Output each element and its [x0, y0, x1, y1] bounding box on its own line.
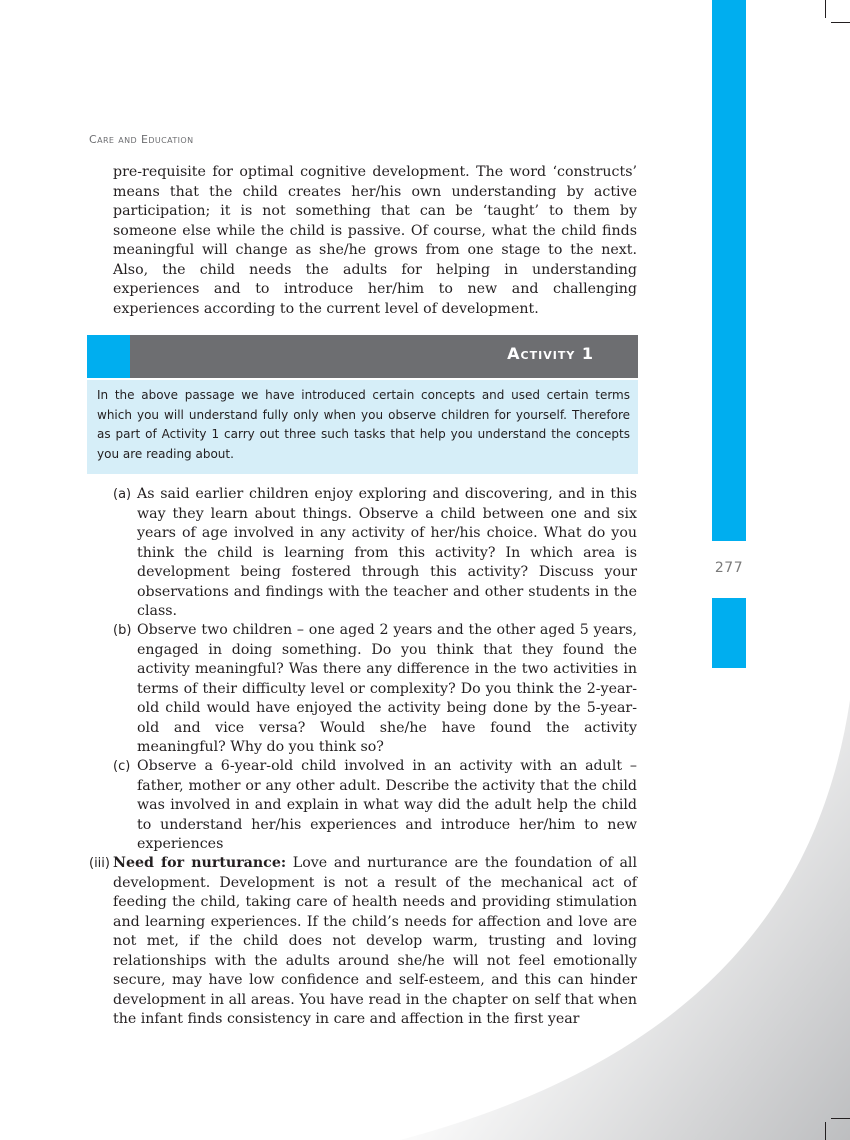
- page-number: 277: [714, 560, 744, 576]
- crop-mark-bottom-h: [831, 1118, 850, 1119]
- intro-paragraph: pre-requisite for optimal cognitive development. The word ‘constructs’ means that the child creates her/his own understanding by active participation; it is not something that can be ‘taught’ to them by someone else while the child is passive. Of course, what the child finds meaningful will change as she/he grows from one stage to the next. Also, the child needs the adults for helping in understanding experiences and to introduce her/him to new and challenging experiences according to the current level of development.: [113, 164, 637, 317]
- item-marker: (a): [113, 487, 132, 502]
- section-iii-marker: (iii): [89, 856, 110, 871]
- activity-intro-box: In the above passage we have introduced certain concepts and used certain terms which you will understand fully only when you observe children for yourself. Therefore as part of Activity 1 carry out three such tasks that help you understand the concepts you are reading about.: [87, 380, 638, 474]
- crop-mark-top-h: [831, 22, 850, 23]
- section-iii-paragraph: [113, 854, 637, 1030]
- item-marker: (b): [113, 623, 132, 638]
- item-marker: (c): [113, 759, 131, 774]
- activity-item-c: [113, 757, 637, 855]
- side-accent-bar-bottom: [712, 598, 746, 668]
- activity-item-b: [113, 621, 637, 758]
- section-iii-text: Love and nurturance are the foundation of all development. Development is not a result of the mechanical act of feeding the child, taking care of health needs and providing stimulation and learning experiences. If the child’s needs for affection and love are not met, if the child does not develop warm, trusting and loving relationships with the adults around she/he will not feel emotionally secure, may have low confidence and self-esteem, and this can hinder development in all areas. You have read in the chapter on self that when the infant finds consistency in care and affection in the first year: [113, 855, 637, 1027]
- crop-mark-bottom-v: [825, 1122, 826, 1140]
- side-accent-bar-top: [712, 0, 746, 541]
- item-text: Observe two children – one aged 2 years and the other aged 5 years, engaged in doing something. Do you think that they found the activity meaningful? Was there any difference in the two activities in terms of their difficulty level or complexity? Do you think the 2-year-old child would have enjoyed the activity being done by the 5-year-old and vice versa? Would she/he have found the activity meaningful? Why do you think so?: [137, 622, 637, 755]
- activity-item-a: [113, 485, 637, 622]
- item-text: Observe a 6-year-old child involved in an activity with an adult – father, mother or any other adult. Describe the activity that the child was involved in and explain in what way did the adult help the child to understand her/his experiences and introduce her/him to new experiences: [137, 758, 637, 852]
- activity-heading-bar: [87, 335, 638, 378]
- activity-accent-block: [87, 335, 130, 378]
- section-iii-heading: Need for nurturance:: [113, 855, 287, 871]
- activity-title: Activity 1: [507, 344, 594, 363]
- running-head: Care and Education: [89, 133, 194, 146]
- crop-mark-top-v: [825, 0, 826, 18]
- item-text: As said earlier children enjoy exploring and discovering, and in this way they learn about things. Observe a child between one and six years of age involved in any activity of her/his choice. What do you think the child is learning from this activity? In which area is development being fostered through this activity? Discuss your observations and findings with the teacher and other students in the class.: [137, 486, 637, 619]
